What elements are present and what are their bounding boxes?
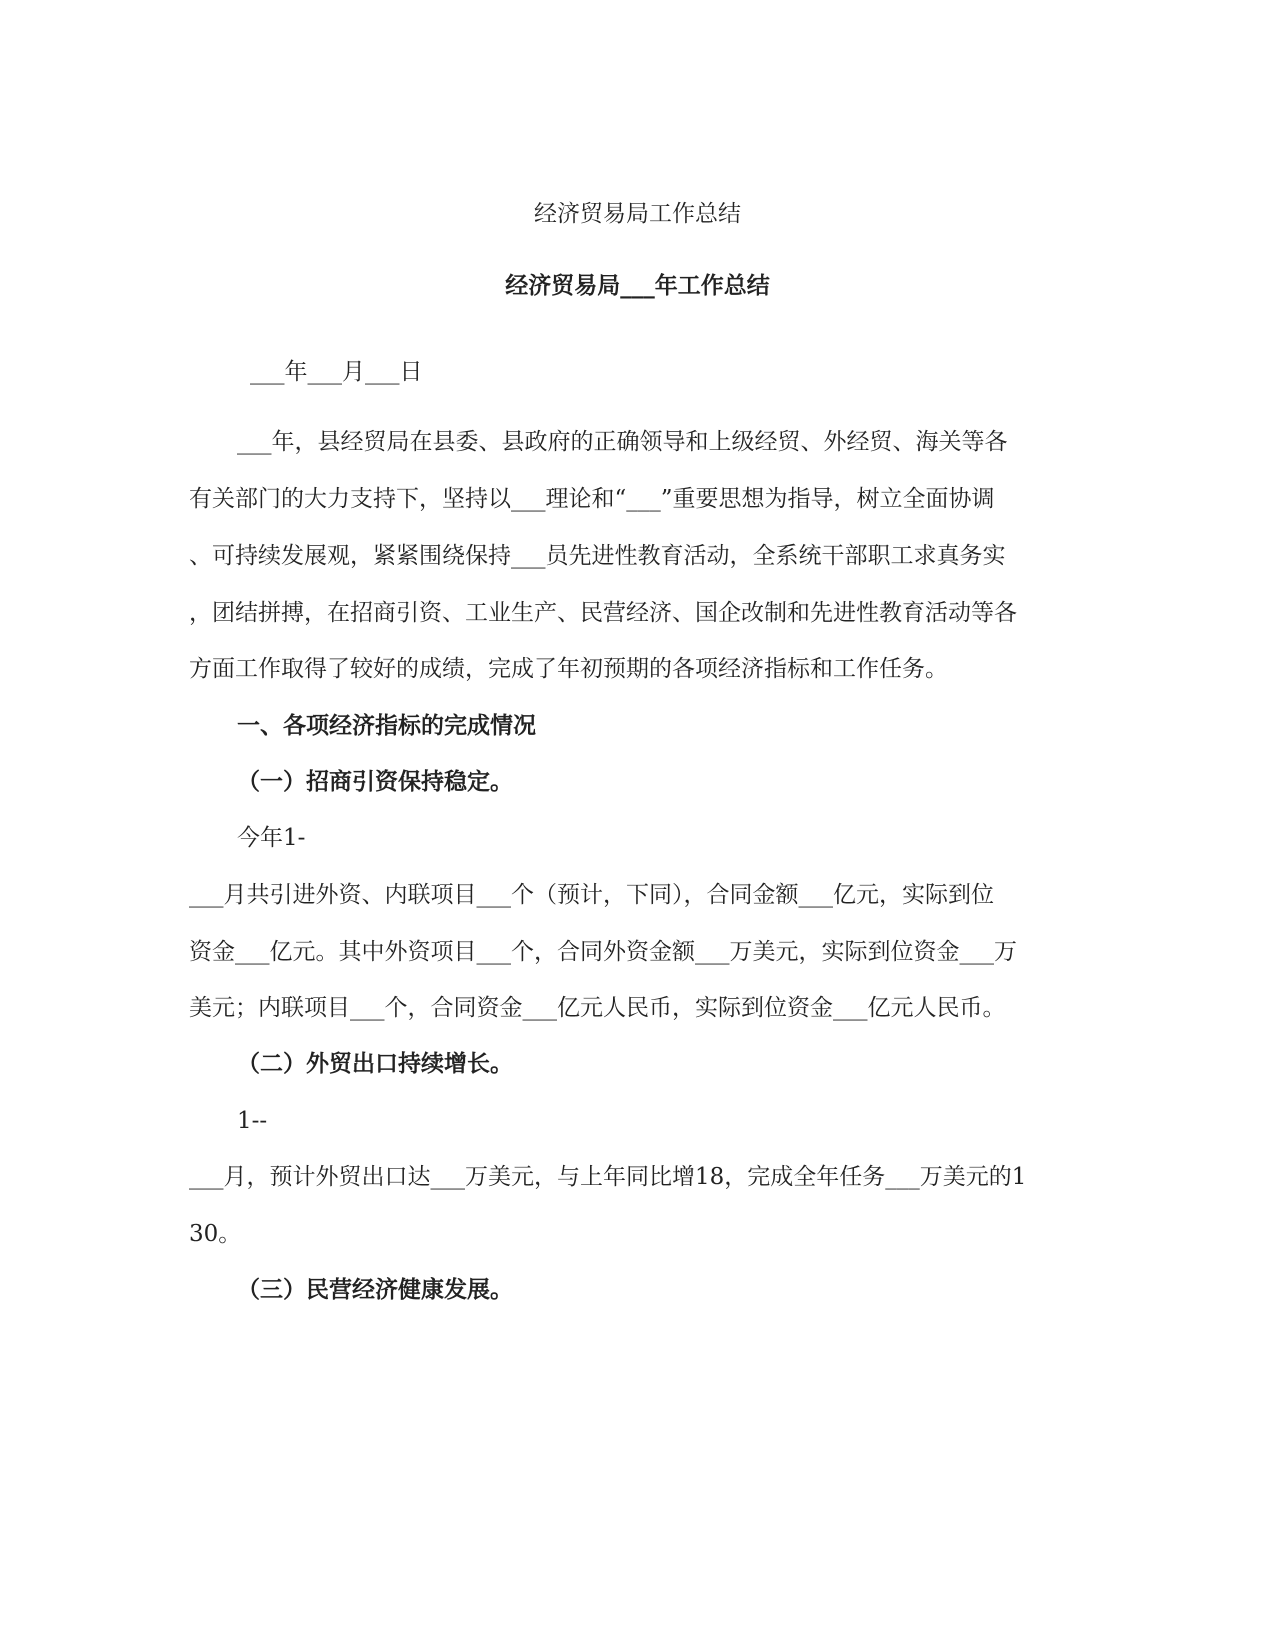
body-line: ___月，预计外贸出口达___万美元，与上年同比增18，完成全年任务___万美元的1 [189,1164,1027,1190]
body-line: 1-- [237,1108,268,1134]
intro-line: ___年，县经贸局在县委、县政府的正确领导和上级经贸、外经贸、海关等各 [237,429,1008,455]
document-date: ___年___月___日 [250,359,423,385]
subsection-heading: （一）招商引资保持稳定。 [237,769,513,795]
intro-line: 方面工作取得了较好的成绩，完成了年初预期的各项经济指标和工作任务。 [189,656,948,682]
subsection-heading: （三）民营经济健康发展。 [237,1277,513,1303]
document-title: 经济贸易局工作总结 [534,201,741,227]
body-line: 资金___亿元。其中外资项目___个，合同外资金额___万美元，实际到位资金___万 [189,939,1017,965]
intro-line: 、可持续发展观，紧紧围绕保持___员先进性教育活动，全系统干部职工求真务实 [189,543,1006,569]
subsection-heading: （二）外贸出口持续增长。 [237,1051,513,1077]
body-line: 今年1- [237,825,306,851]
intro-line: ，团结拼搏，在招商引资、工业生产、民营经济、国企改制和先进性教育活动等各 [189,600,1017,626]
document-subtitle: 经济贸易局___年工作总结 [505,273,770,299]
body-line: 30。 [189,1221,242,1247]
intro-line: 有关部门的大力支持下，坚持以___理论和“___”重要思想为指导，树立全面协调 [189,486,995,512]
body-line: 美元；内联项目___个，合同资金___亿元人民币，实际到位资金___亿元人民币。 [189,995,1006,1021]
body-line: ___月共引进外资、内联项目___个（预计，下同），合同金额___亿元，实际到位 [189,882,994,908]
section-heading: 一、各项经济指标的完成情况 [237,713,536,739]
